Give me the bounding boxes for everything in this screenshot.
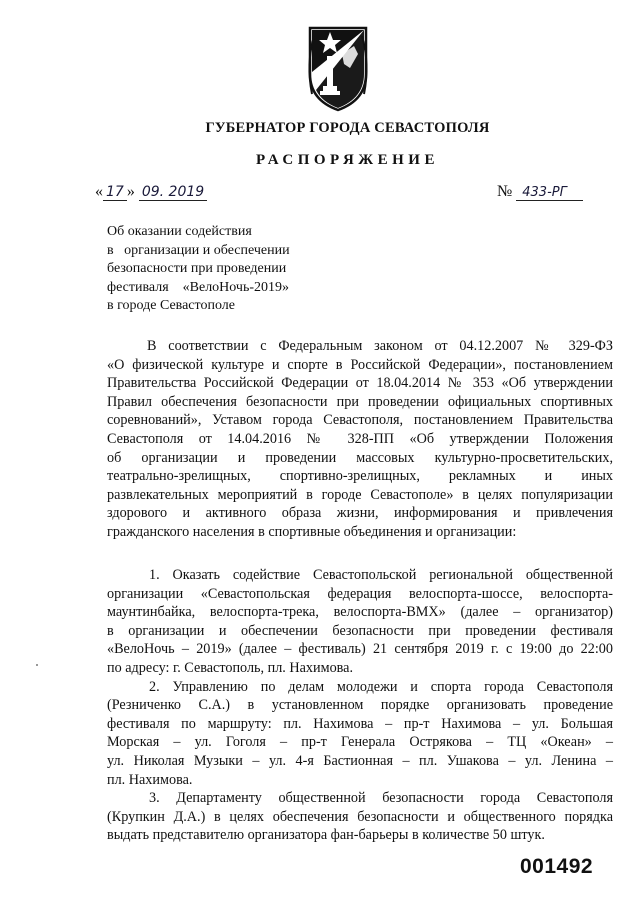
- text-line: об организации и проведении массовых культурно-просветительских,: [107, 449, 613, 466]
- text-line: театрально-зрелищных, спортивно-зрелищных, рекламных и иных: [107, 468, 613, 485]
- text-line: выдать представителю организатора фан-барьеры в количестве 50 штук.: [107, 827, 545, 844]
- document-date: [95, 183, 207, 201]
- date-close-quote: »: [126, 183, 135, 200]
- authority-heading: ГУБЕРНАТОР ГОРОДА СЕВАСТОПОЛЯ: [205, 120, 490, 136]
- number-prefix: №: [497, 183, 513, 200]
- scan-speck: [36, 664, 38, 666]
- text-line: соревнований», Уставом города Севастополя, постановлением Правительства: [107, 412, 613, 429]
- text-line: ул. Николая Музыки – ул. 4-я Бастионная – пл. Ушакова – ул. Ленина –: [107, 752, 613, 769]
- date-day: 17: [103, 184, 127, 201]
- subject-line: фестиваля «ВелоНочь-2019»: [107, 279, 290, 295]
- text-line: (Крупкин Д.А.) в целях обеспечения безопасности и общественного порядка: [107, 808, 613, 825]
- text-line: пл. Нахимова.: [107, 771, 193, 788]
- text-line: Морская – ул. Гоголя – пр-т Генерала Острякова – ТЦ «Океан» –: [107, 734, 613, 751]
- preamble-paragraph: [107, 337, 613, 542]
- text-line: развлекательных мероприятий в городе Севастополе» в целях популяризации: [107, 486, 613, 503]
- subject-line: Об оказании содействия: [107, 224, 252, 239]
- text-line: 2. Управлению по делам молодежи и спорта города Севастополя: [149, 678, 613, 695]
- form-serial-number: 001492: [520, 855, 594, 878]
- coat-of-arms-emblem: [300, 24, 376, 114]
- document-number: [497, 183, 583, 201]
- text-line: здорового и активного образа жизни, информирования и привлечения: [107, 505, 613, 522]
- document-subject: [107, 223, 317, 316]
- text-line: «О физической культуре и спорте в Российской Федерации», постановлением: [107, 356, 613, 373]
- date-month-year: 09. 2019: [139, 184, 207, 201]
- text-line: 1. Оказать содействие Севастопольской региональной общественной: [149, 567, 613, 583]
- order-items: [107, 566, 613, 845]
- text-line: Правил обеспечения безопасности при проведении официальных спортивных: [107, 393, 613, 410]
- text-line: (Резниченко С.А.) в установленном порядке организовать проведение: [107, 697, 613, 714]
- subject-line: в городе Севастополе: [107, 298, 235, 313]
- text-line: 3. Департаменту общественной безопасности города Севастополя: [149, 790, 613, 807]
- text-line: организации «Севастопольская федерация велоспорта-шоссе, велоспорта-: [107, 585, 613, 602]
- date-open-quote: «: [95, 183, 103, 200]
- text-line: В соответствии с Федеральным законом от 04.12.2007 № 329-ФЗ: [147, 338, 613, 354]
- text-line: в организации и обеспечении безопасности при проведении фестиваля: [107, 622, 613, 639]
- text-line: «ВелоНочь – 2019» (далее – фестиваль) 21 сентября 2019 г. с 19:00 до 22:00: [107, 641, 613, 658]
- text-line: маунтинбайка, велоспорта-трека, велоспорта-BMX» (далее – организатор): [107, 604, 613, 621]
- number-value: 433-РГ: [516, 185, 583, 201]
- text-line: Правительства Российской Федерации от 18.04.2014 № 353 «Об утверждении: [107, 375, 613, 392]
- text-line: фестиваля по маршруту: пл. Нахимова – пр-т Нахимова – ул. Большая: [107, 715, 613, 732]
- document-type-heading: РАСПОРЯЖЕНИЕ: [256, 152, 439, 168]
- text-line: Севастополя от 14.04.2016 № 328-ПП «Об утверждении Положения: [107, 430, 613, 447]
- subject-line: в организации и обеспечении: [107, 242, 290, 258]
- text-line: гражданского населения в спортивные объединения и организации:: [107, 523, 517, 540]
- text-line: по адресу: г. Севастополь, пл. Нахимова.: [107, 659, 354, 676]
- subject-line: безопасности при проведении: [107, 261, 287, 276]
